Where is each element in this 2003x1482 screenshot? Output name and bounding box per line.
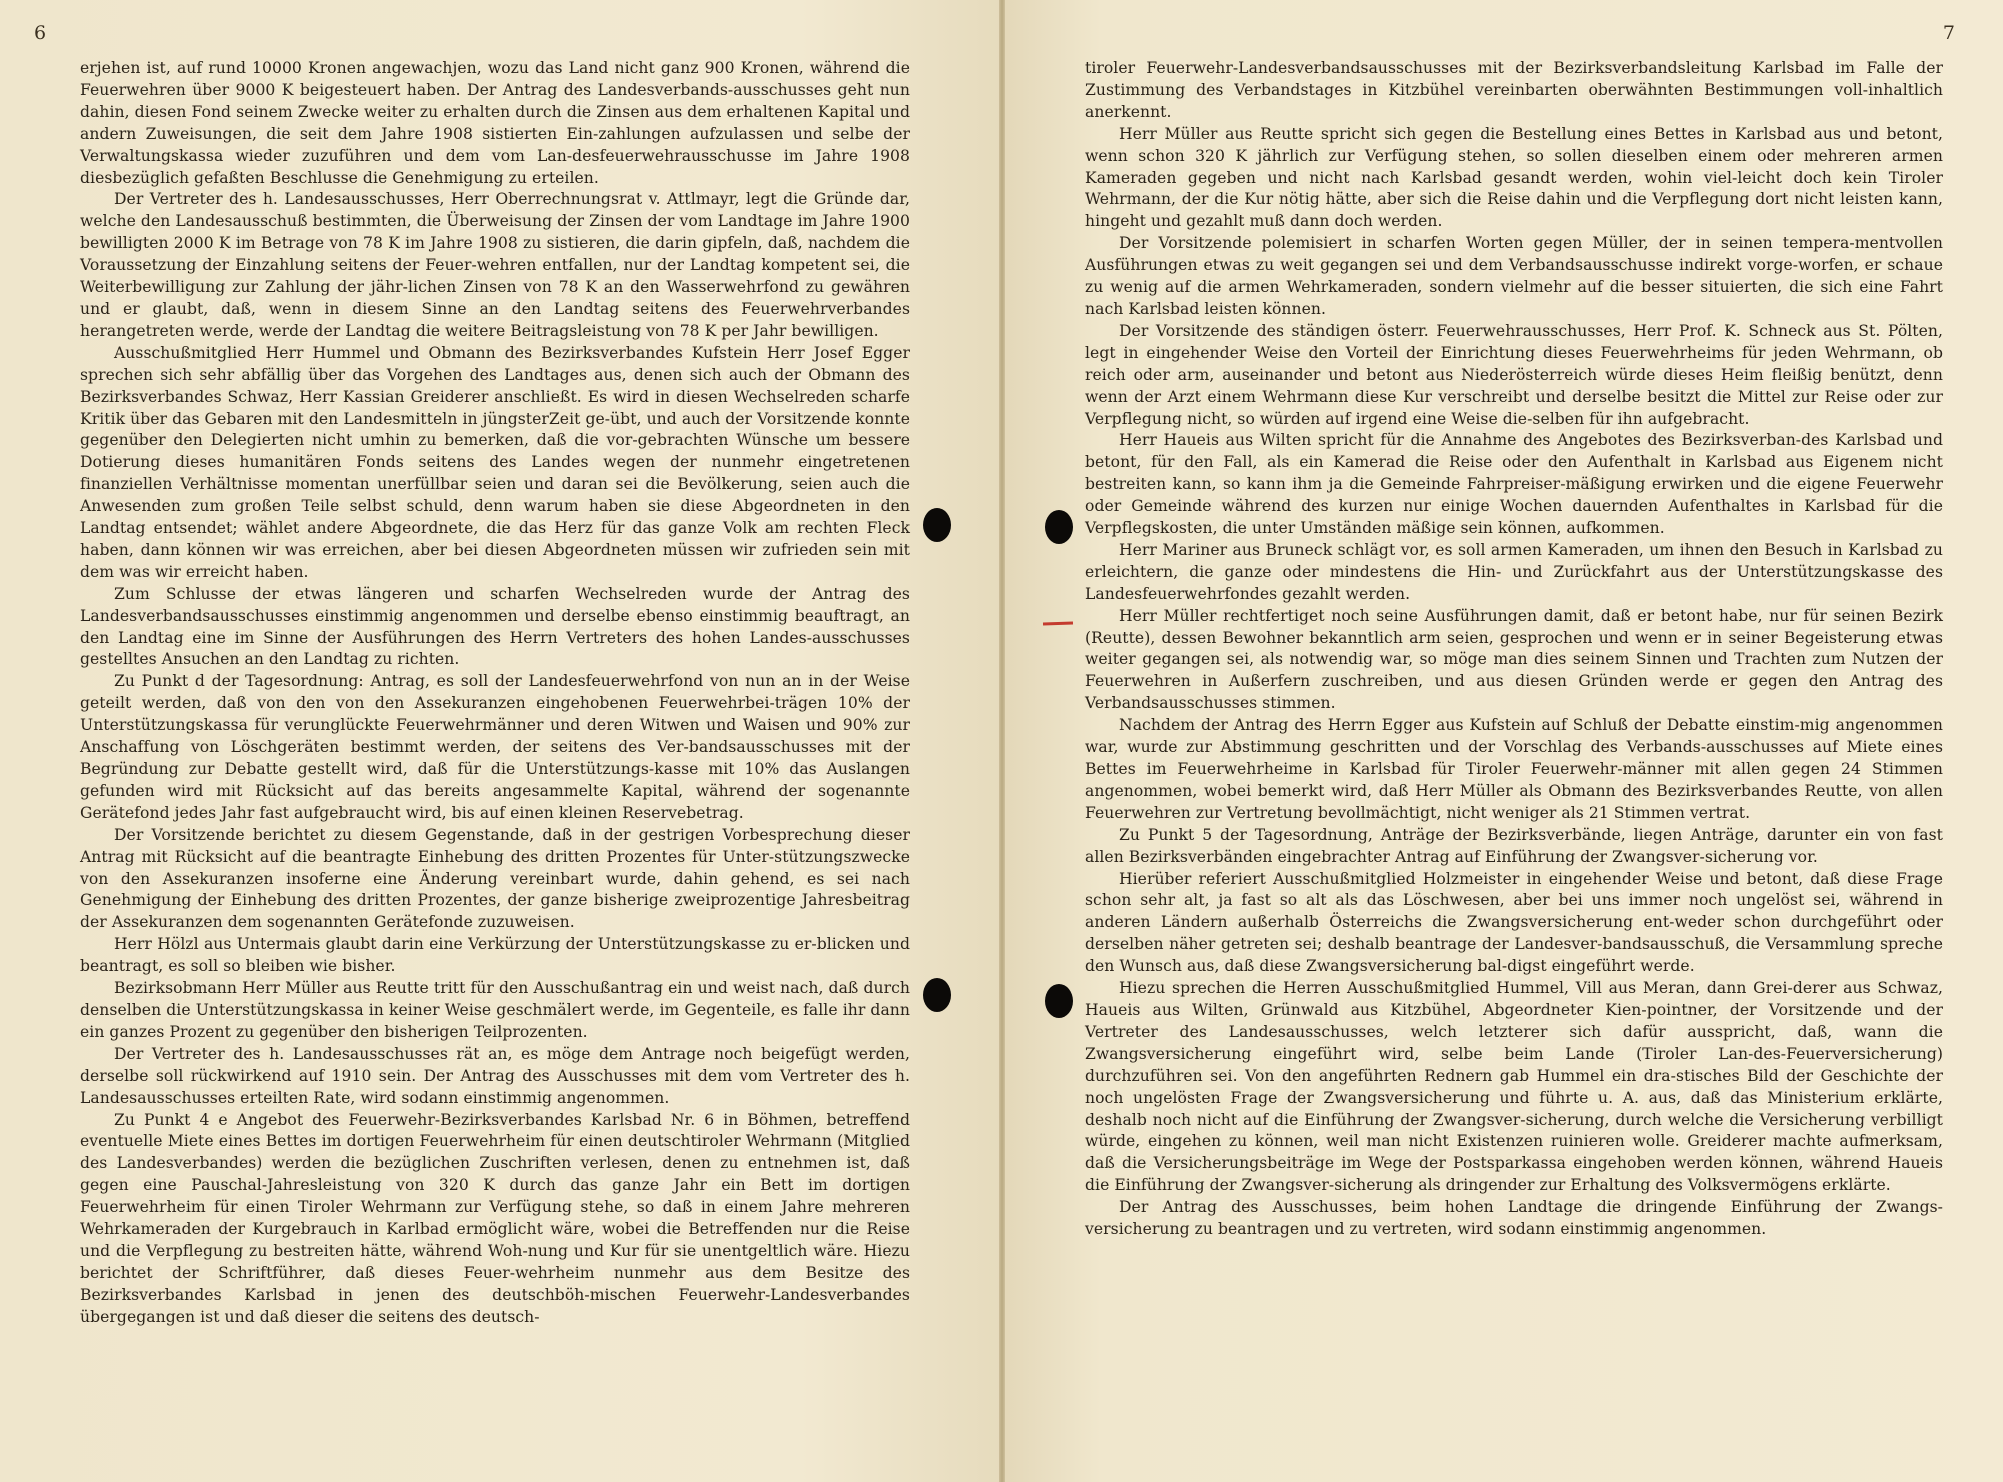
punch-hole	[1045, 984, 1073, 1018]
paragraph: Ausschußmitglied Herr Hummel und Obmann des Bezirksverbandes Kufstein Herr Josef Egger sprechen sich sehr abfällig über das Vorgehen des Landtages aus, denen sich auch der Obmann des Bezirksverbandes Schwaz, Herr Kassian Greiderer anschließt. Es wird in diesen Wechselreden scharfe Kritik über das Gebaren mit den Landesmitteln in jüngsterZeit ge-übt, und auch der Vorsitzende konnte gegenüber den Delegierten nicht umhin zu bemerken, daß die vor-gebrachten Wünsche um bessere Dotierung dieses humanitären Fonds seitens des Landes wegen der nunmehr eingetretenen finanziellen Verhältnisse momentan unerfüllbar seien und daran sei die Bevölkerung, seien auch die Anwesenden zum großen Teile selbst schuld, denn warum haben sie diese Abgeordneten in den Landtag entsendet; wählet andere Abgeordnete, die das Herz für das ganze Volk am rechten Fleck haben, dann können wir was erreichen, aber bei diesen Abgeordneten müssen wir zufrieden sein mit dem was wir erreicht haben.	[80, 343, 910, 581]
punch-hole	[923, 978, 951, 1012]
paragraph: Hiezu sprechen die Herren Ausschußmitglied Hummel, Vill aus Meran, dann Grei-derer aus Schwaz, Haueis aus Wilten, Grünwald aus Kitzbühel, Abgeordneter Kien-pointner, der Vorsitzende und der Vertreter des Landesausschusses, welch letzterer sich dafür ausspricht, daß, wann die Zwangsversicherung eingeführt wird, selbe beim Lande (Tiroler Lan-des-Feuerversicherung) durchzuführen sei. Von den angeführten Rednern gab Hummel ein dra-stisches Bild der Geschichte der noch ungelösten Frage der Zwangsversicherung und führte u. A. aus, daß das Ministerium erklärte, deshalb noch nicht auf die Einführung der Zwangsver-sicherung, durch welche die Versicherung verbilligt würde, eingehen zu können, weil man nicht Existenzen ruinieren wolle. Greiderer machte aufmerksam, daß die Versicherungsbeiträge im Wege der Postsparkassa eingehoben werden können, während Haueis die Einführung der Zwangsver-sicherung als dringender zur Erhaltung des Volksvermögens erklärte.	[1085, 979, 1943, 1195]
paragraph: erjehen ist, auf rund 10000 Kronen angewachjen, wozu das Land nicht ganz 900 Kronen, während die Feuerwehren über 9000 K beigesteuert haben. Der Antrag des Landesverbands-ausschusses geht nun dahin, diesen Fond seinem Zwecke weiter zu erhalten durch die Zinsen aus dem erhaltenen Kapital und andern Zuweisungen, die seit dem Jahre 1908 sistierten Ein-zahlungen aufzulassen und selbe der Verwaltungskassa wieder zuzuführen und dem vom Lan-desfeuerwehrausschusse im Jahre 1908 diesbezüglich gefaßten Beschlusse die Genehmigung zu erteilen.	[80, 59, 910, 187]
punch-hole	[1045, 510, 1073, 544]
left-page	[0, 0, 1001, 1482]
paragraph: Herr Mariner aus Bruneck schlägt vor, es soll armen Kameraden, um ihnen den Besuch in Karlsbad zu erleichtern, die ganze oder mindestens die Hin- und Zurückfahrt aus der Unterstützungskasse des Landesfeuerwehrfondes gezahlt werden.	[1085, 540, 1943, 603]
paragraph: Zu Punkt d der Tagesordnung: Antrag, es soll der Landesfeuerwehrfond von nun an in der Weise geteilt werden, daß von den von den Assekuranzen eingehobenen Feuerwehrbei-trägen 10% der Unterstützungskassa für verunglückte Feuerwehrmänner und deren Witwen und Waisen und 90% zur Anschaffung von Löschgeräten bestimmt werden, der seitens des Ver-bandsausschusses mit der Begründung zur Debatte gestellt wird, daß für die Unterstützungs-kasse mit 10% das Auslangen gefunden wird mit Rücksicht auf das bereits angesammelte Kapital, während der sogenannte Gerätefond jedes Jahr fast aufgebraucht wird, bis auf einen kleinen Reservebetrag.	[80, 672, 910, 822]
paragraph: Der Vorsitzende des ständigen österr. Feuerwehrausschusses, Herr Prof. K. Schneck aus St. Pölten, legt in eingehender Weise den Vorteil der Einrichtung dieses Feuerwehrheims für jeden Wehrmann, ob reich oder arm, auseinander und betont aus Niederösterreich würde dieses Heim fleißig benützt, denn wenn der Arzt einem Wehrmann diese Kur verschreibt und derselbe besitzt die Mittel zur Reise oder zur Verpflegung nicht, so würden auf irgend eine Weise die-selben für ihn aufgebracht.	[1085, 321, 1943, 428]
paragraph: Zu Punkt 5 der Tagesordnung, Anträge der Bezirksverbände, liegen Anträge, darunter ein von fast allen Bezirksverbänden eingebrachter Antrag auf Einführung der Zwangsver-sicherung vor.	[1085, 825, 1943, 866]
paragraph: Nachdem der Antrag des Herrn Egger aus Kufstein auf Schluß der Debatte einstim-mig angenommen war, wurde zur Abstimmung geschritten und der Vorschlag des Verbands-ausschusses auf Miete eines Bettes im Feuerwehrheime in Karlsbad für Tiroler Feuerwehr-männer mit allen gegen 24 Stimmen angenommen, wobei bemerkt wird, daß Herr Müller als Obmann des Bezirksverbandes Reutte, von allen Feuerwehren zur Vertretung bevollmächtigt, nicht weniger als 21 Stimmen vertrat.	[1085, 716, 1943, 822]
paragraph: Herr Hölzl aus Untermais glaubt darin eine Verkürzung der Unterstützungskasse zu er-blicken und beantragt, es soll so bleiben wie bisher.	[80, 935, 910, 976]
paragraph: Der Vorsitzende berichtet zu diesem Gegenstande, daß in der gestrigen Vorbesprechung dieser Antrag mit Rücksicht auf die beantragte Einhebung des dritten Prozentes für Unter-stützungszwecke von den Assekuranzen insoferne eine Änderung vereinbart wurde, dahin gehend, es sei nach Genehmigung der Einhebung des dritten Prozentes, der ganze bisherige zweiprozentige Jahresbeitrag der Assekuranzen dem sogenannten Gerätefonde zuzuweisen.	[80, 825, 910, 932]
right-page	[1001, 0, 2003, 1482]
paragraph: Der Vertreter des h. Landesausschusses, Herr Oberrechnungsrat v. Attlmayr, legt die Gründe dar, welche den Landesausschuß bestimmten, die Überweisung der Zinsen der vom Landtage im Jahre 1900 bewilligten 2000 K im Betrage von 78 K im Jahre 1908 zu sistieren, die darin gipfeln, daß, nachdem die Voraussetzung der Einzahlung seitens der Feuer-wehren entfallen, nur der Landtag kompetent sei, die Weiterbewilligung zur Zahlung der jähr-lichen Zinsen von 78 K an den Wasserwehrfond zu gewähren und er glaubt, daß, wenn in diesem Sinne an den Landtag seitens des Feuerwehrverbandes herangetreten werde, werde der Landtag die weitere Beitragsleistung von 78 K per Jahr bewilligen.	[80, 190, 910, 340]
book-gutter	[999, 0, 1005, 1482]
punch-hole	[923, 508, 951, 542]
paragraph: Herr Müller rechtfertiget noch seine Ausführungen damit, daß er betont habe, nur für seinen Bezirk (Reutte), dessen Bewohner bekanntlich arm seien, gesprochen und wenn er in seiner Begeisterung etwas weiter gegangen sei, als notwendig war, so möge man dies seinem Sinnen und Trachten zum Nutzen der Feuerwehren in Außerfern zuschreiben, und aus diesen Gründen werde er gegen den Antrag des Verbandsausschusses stimmen.	[1085, 606, 1943, 713]
right-page-text	[1085, 58, 1943, 1241]
paragraph: Hierüber referiert Ausschußmitglied Holzmeister in eingehender Weise und betont, daß diese Frage schon sehr alt, ja fast so alt als das Löschwesen, aber bei uns immer noch ungelöst sei, während in anderen Ländern außerhalb Österreichs die Zwangsversicherung ent-weder schon durchgeführt oder derselben näher getreten sei; deshalb beantrage der Landesver-bandsausschuß, die Versammlung spreche den Wunsch aus, daß diese Zwangsversicherung bal-digst eingeführt werde.	[1085, 869, 1943, 976]
paragraph: Herr Haueis aus Wilten spricht für die Annahme des Angebotes des Bezirksverban-des Karlsbad und betont, für den Fall, als ein Kamerad die Reise oder den Aufenthalt in Karlsbad aus Eigenem nicht bestreiten kann, so kann ihm ja die Gemeinde Fahrpreiser-mäßigung erwirken und die eigene Feuerwehr oder Gemeinde während des kurzen nur einige Wochen dauernden Aufenthaltes in Karlsbad für die Verpflegskosten, die unter Umständen mäßige sein können, aufkommen.	[1085, 431, 1943, 538]
paragraph: Zu Punkt 4 e Angebot des Feuerwehr-Bezirksverbandes Karlsbad Nr. 6 in Böhmen, betreffend eventuelle Miete eines Bettes im dortigen Feuerwehrheim für einen deutschtiroler Wehrmann (Mitglied des Landesverbandes) werden die bezüglichen Zuschriften verlesen, denen zu entnehmen ist, daß gegen eine Pauschal-Jahresleistung von 320 K durch das ganze Jahr ein Bett im dortigen Feuerwehrheim für einen Tiroler Wehrmann zur Verfügung stehe, so daß in einem Jahre mehreren Wehrkameraden der Kurgebrauch in Karlbad ermöglicht wäre, wobei die Betreffenden nur die Reise und die Verpflegung zu bestreiten hätte, während Woh-nung und Kur für sie unentgeltlich wäre. Hiezu berichtet der Schriftführer, daß dieses Feuer-wehrheim nunmehr aus dem Besitze des Bezirksverbandes Karlsbad in jenen des deutschböh-mischen Feuerwehr-Landesverbandes übergegangen ist und daß dieser die seitens des deutsch-	[80, 1110, 910, 1326]
paragraph: Der Vertreter des h. Landesausschusses rät an, es möge dem Antrage noch beigefügt werden, derselbe soll rückwirkend auf 1910 sein. Der Antrag des Ausschusses mit dem vom Vertreter des h. Landesausschusses erteilten Rate, wird sodann einstimmig angenommen.	[80, 1044, 910, 1107]
paragraph: Der Vorsitzende polemisiert in scharfen Worten gegen Müller, der in seinen tempera-mentvollen Ausführungen etwas zu weit gegangen sei und dem Verbandsausschusse indirekt vorge-worfen, er schaue zu wenig auf die armen Wehrkameraden, sondern vielmehr auf die besser situierten, die sich eine Fahrt nach Karlsbad leisten können.	[1085, 234, 1943, 318]
paragraph: Herr Müller aus Reutte spricht sich gegen die Bestellung eines Bettes in Karlsbad aus und betont, wenn schon 320 K jährlich zur Verfügung stehen, so sollen dieselben einem oder mehreren armen Kameraden gegeben und nicht nach Karlsbad gesandt werden, wohin viel-leicht doch kein Tiroler Wehrmann, der die Kur nötig hätte, aber sich die Reise dahin und die Verpflegung dort nicht leisten kann, hingeht und gezahlt muß dann doch werden.	[1085, 124, 1943, 231]
page-number-right: 7	[1942, 22, 1955, 44]
paragraph: Zum Schlusse der etwas längeren und scharfen Wechselreden wurde der Antrag des Landesverbandsausschusses einstimmig angenommen und derselbe ebenso einstimmig beauftragt, an den Landtag eine im Sinne der Ausführungen des Herrn Vertreters des hohen Landes-ausschusses gestelltes Ansuchen an den Landtag zu richten.	[80, 584, 910, 669]
left-page-text	[80, 58, 910, 1329]
paragraph: Der Antrag des Ausschusses, beim hohen Landtage die dringende Einführung der Zwangs-versicherung zu beantragen und zu vertreten, wird sodann einstimmig angenommen.	[1085, 1198, 1943, 1239]
paragraph: tiroler Feuerwehr-Landesverbandsausschusses mit der Bezirksverbandsleitung Karlsbad im Falle der Zustimmung des Verbandstages in Kitzbühel vereinbarten oberwähnten Bestimmungen voll-inhaltlich anerkennt.	[1085, 59, 1943, 121]
page-number-left: 6	[34, 22, 47, 44]
paragraph: Bezirksobmann Herr Müller aus Reutte tritt für den Ausschußantrag ein und weist nach, daß durch denselben die Unterstützungskassa in keiner Weise geschmälert werde, im Gegenteile, es falle ihr dann ein ganzes Prozent zu gegenüber den bisherigen Teilprozenten.	[80, 979, 910, 1041]
